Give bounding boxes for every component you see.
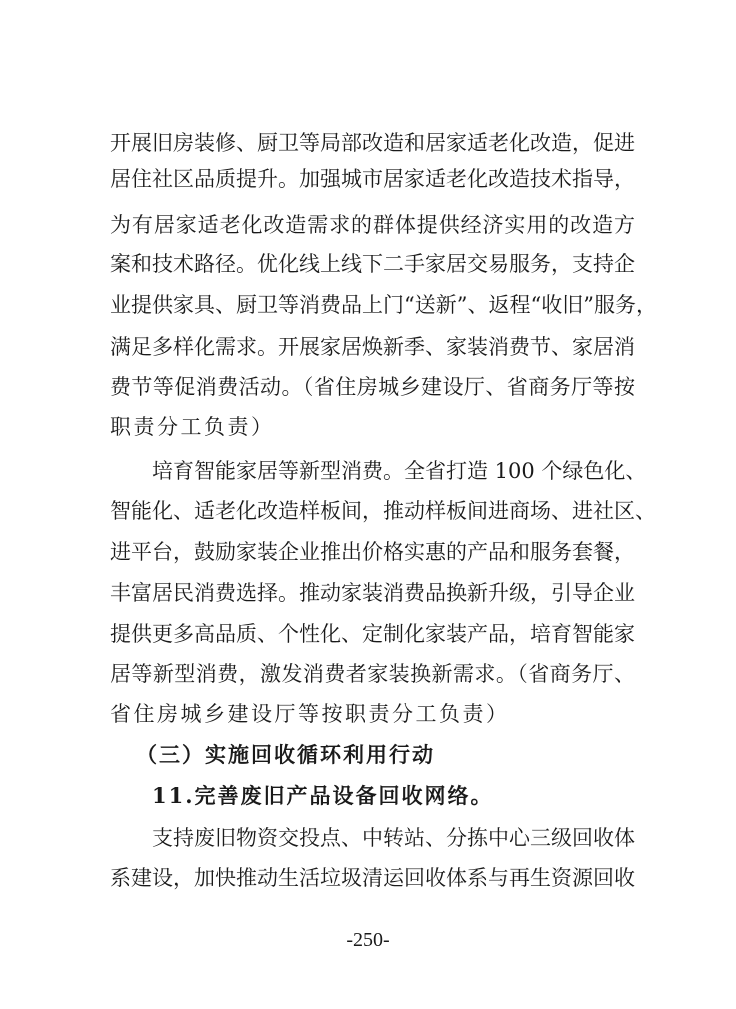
paragraph-line: 案和技术路径。优化线上线下二手家居交易服务，支持企	[110, 252, 635, 276]
page-number: -250-	[346, 929, 390, 951]
paragraph-line: 业提供家具、厨卫等消费品上门“送新”、返程“收旧”服务，	[110, 293, 657, 317]
paragraph-line: 开展旧房装修、厨卫等局部改造和居家适老化改造，促进	[110, 131, 635, 155]
subsection-heading: 11.完善废旧产品设备回收网络。	[152, 783, 494, 808]
paragraph-line: 职责分工负责）	[110, 415, 275, 439]
paragraph-line: 提供更多高品质、个性化、定制化家装产品，培育智能家	[110, 622, 635, 646]
paragraph-line: 费节等促消费活动。（省住房城乡建设厅、省商务厅等按	[110, 375, 635, 399]
paragraph-line: 支持废旧物资交投点、中转站、分拣中心三级回收体	[152, 826, 635, 850]
paragraph-line: 培育智能家居等新型消费。全省打造 100 个绿色化、	[152, 459, 647, 483]
paragraph-line: 丰富居民消费选择。推动家装消费品换新升级，引导企业	[110, 581, 635, 605]
paragraph-line: 省住房城乡建设厅等按职责分工负责）	[110, 702, 510, 726]
paragraph-line: 系建设，加快推动生活垃圾清运回收体系与再生资源回收	[110, 866, 635, 890]
paragraph-line: 居等新型消费，激发消费者家装换新需求。（省商务厅、	[110, 662, 635, 686]
paragraph-line: 智能化、适老化改造样板间，推动样板间进商场、进社区、	[110, 499, 656, 523]
paragraph-line: 为有居家适老化改造需求的群体提供经济实用的改造方	[110, 213, 635, 237]
section-heading: （三）实施回收循环利用行动	[136, 742, 435, 767]
paragraph-line: 居住社区品质提升。加强城市居家适老化改造技术指导，	[110, 167, 635, 191]
paragraph-line: 满足多样化需求。开展家居焕新季、家装消费节、家居消	[110, 335, 635, 359]
paragraph-line: 进平台，鼓励家装企业推出价格实惠的产品和服务套餐，	[110, 540, 635, 564]
